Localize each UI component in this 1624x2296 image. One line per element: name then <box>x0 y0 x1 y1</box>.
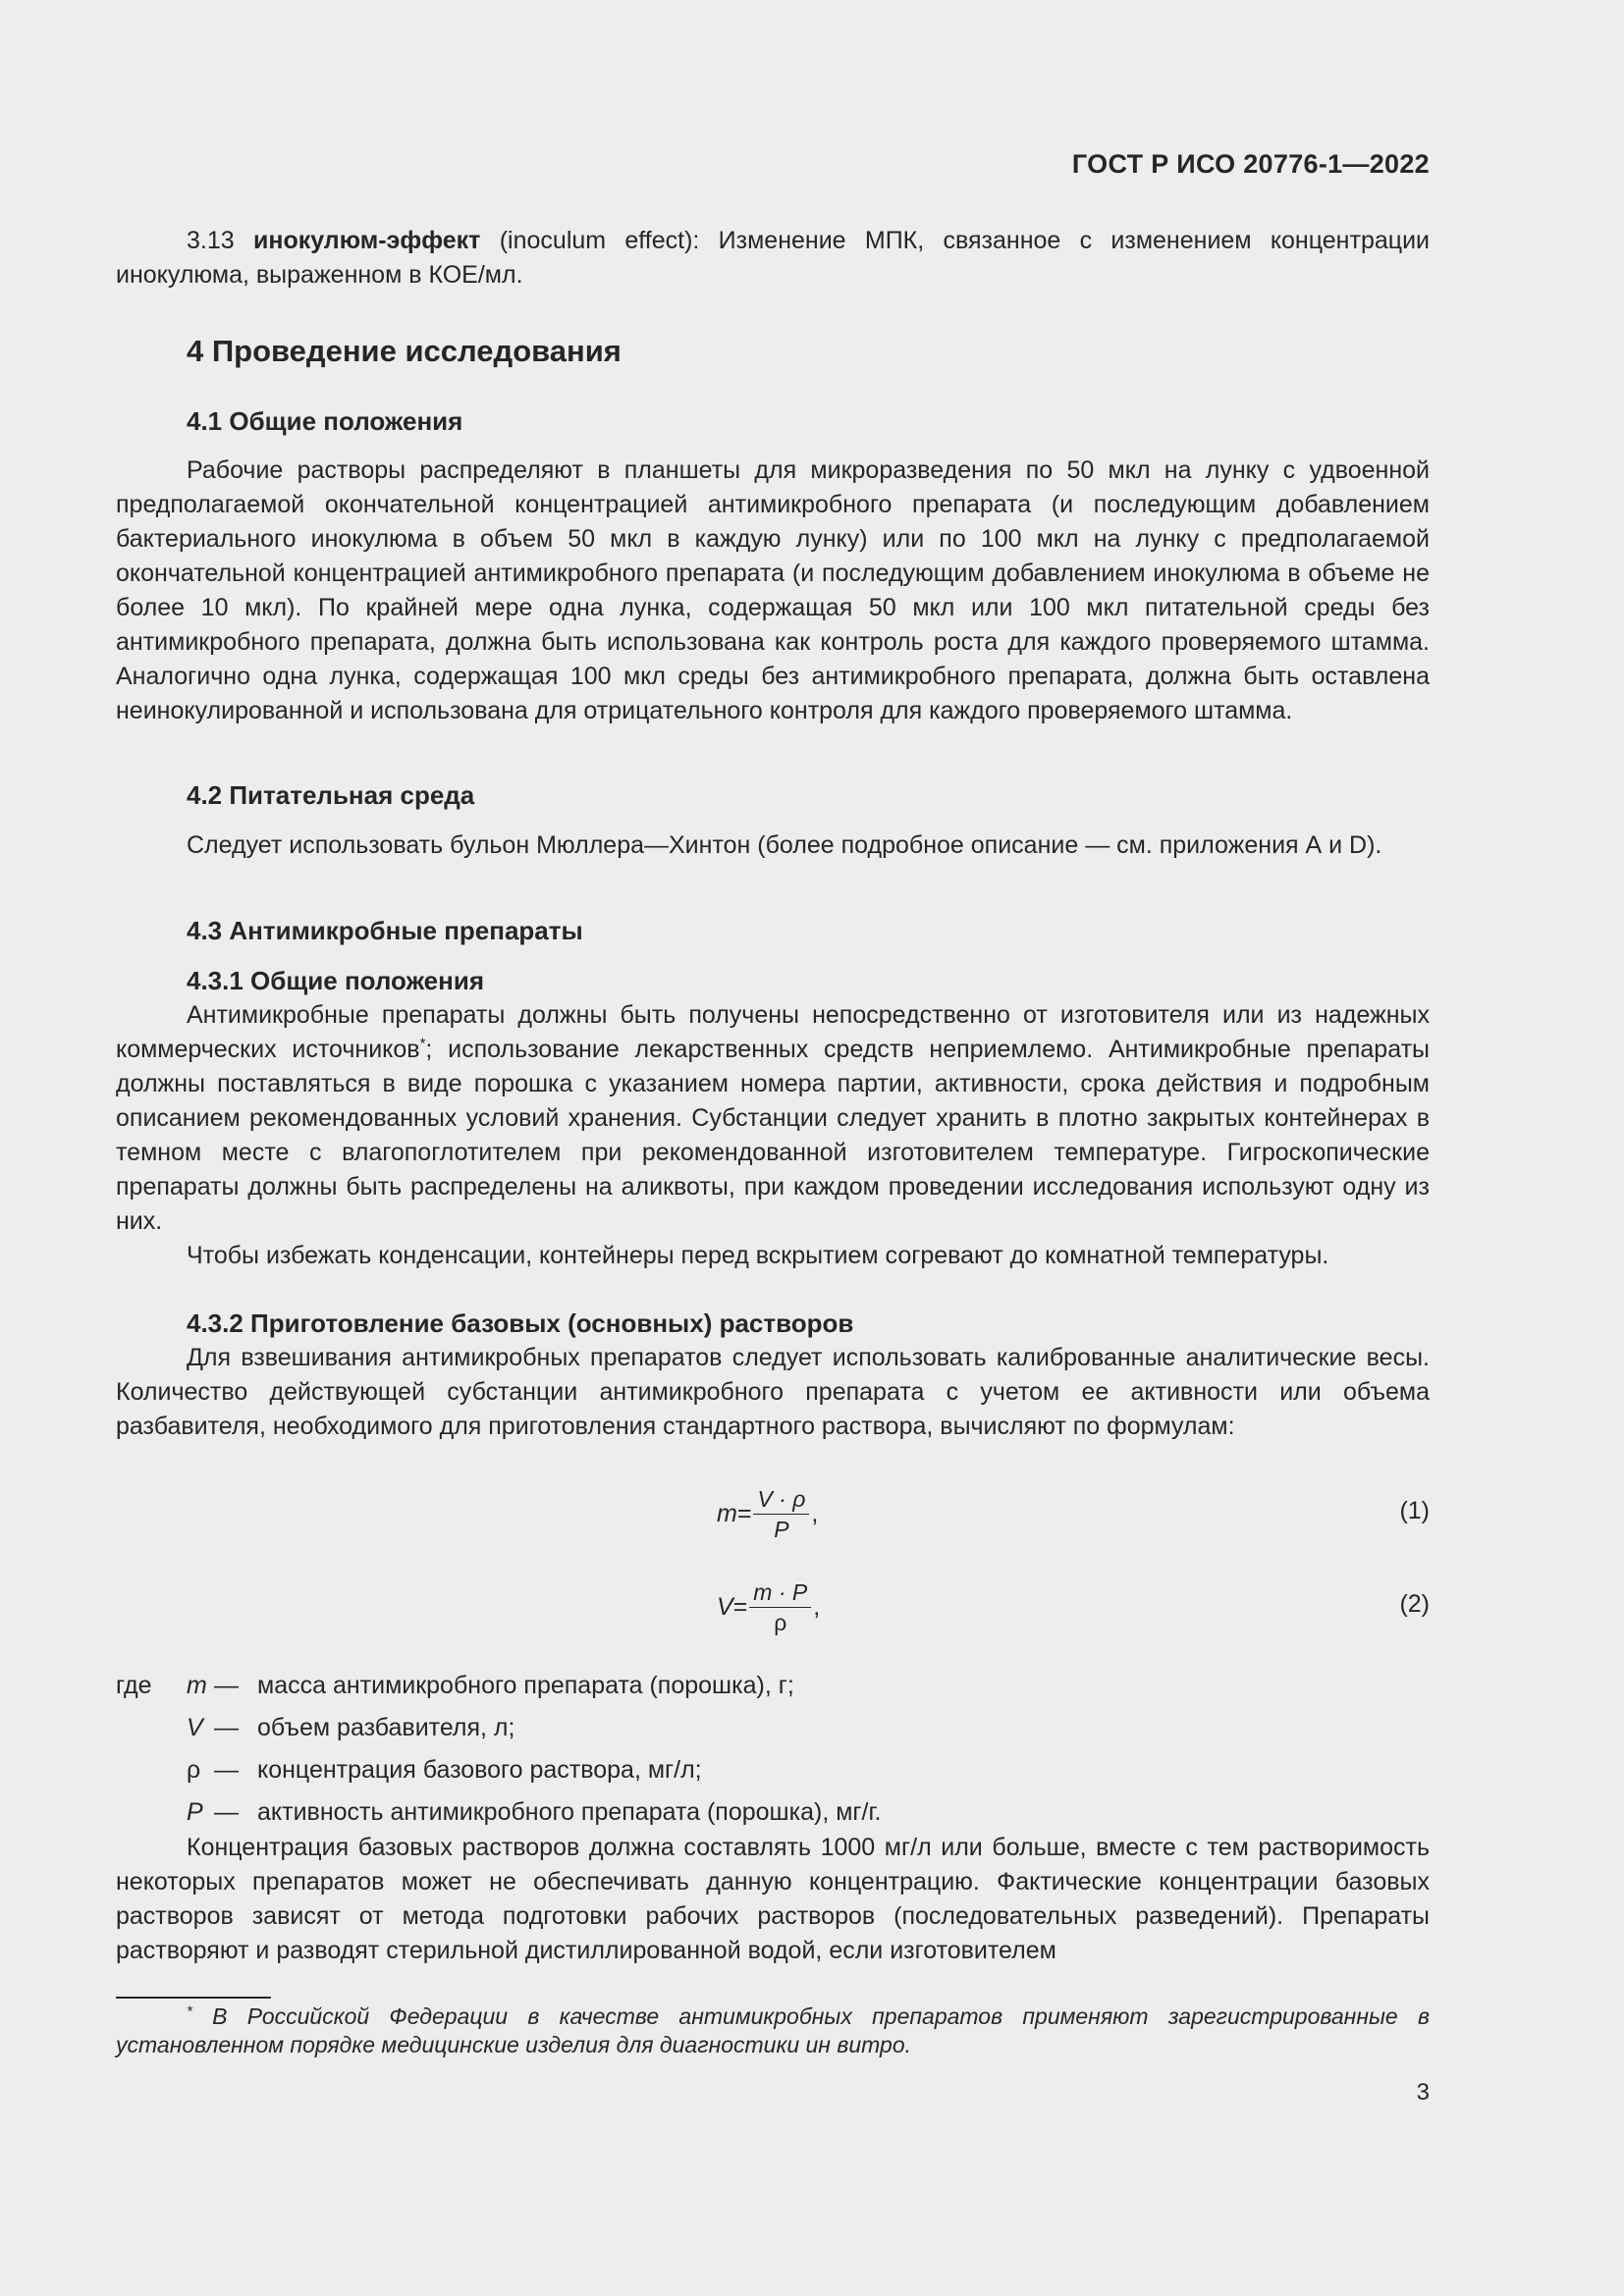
section-4-2-body <box>116 828 1430 863</box>
formula-1-denominator: P <box>774 1516 789 1542</box>
section-4-heading: 4 Проведение исследования <box>187 334 622 368</box>
footnote-mark: * <box>187 2002 192 2020</box>
section-4-1-heading: 4.1 Общие положения <box>187 406 463 436</box>
formula-2-comma: , <box>813 1592 821 1621</box>
variable-symbol: V <box>187 1714 203 1741</box>
variable-description: концентрация базового раствора, мг/л; <box>257 1756 702 1784</box>
variable-row <box>116 1669 1430 1711</box>
variable-definitions <box>116 1669 1430 1838</box>
formula-2-number: (2) <box>1399 1590 1430 1618</box>
section-4-2-text: Следует использовать бульон Мюллера—Хинтон (более подробное описание — см. приложения А и D). <box>187 831 1382 859</box>
formula-1-fraction <box>753 1484 809 1544</box>
section-4-3-1-paragraph-1 <box>116 998 1430 1239</box>
section-4-3-1-p1-start: Антимикробные препараты должны быть получены непосредственно от изготовителя или из надежных коммерческих источников <box>116 1001 1430 1063</box>
section-4-3-2-paragraph-1: Для взвешивания антимикробных препаратов следует использовать калиброванные аналитические весы. Количество действующей субстанции антимикробного препарата с учетом ее активности или объема разбавителя, необходимого для приготовления стандартного раствора, вычисляют по формулам: <box>116 1344 1430 1440</box>
variable-row <box>116 1711 1430 1753</box>
section-4-3-2-body-continued <box>116 1831 1430 1968</box>
footnote-text: В Российской Федерации в качестве антимикробных препаратов применяют зарегистрированные в установленном порядке медицинские изделия для диагностики ин витро. <box>116 2003 1430 2057</box>
section-4-3-1-paragraph-2: Чтобы избежать конденсации, контейнеры перед вскрытием согревают до комнатной температуры. <box>187 1242 1329 1269</box>
formula-1-comma: , <box>811 1499 819 1527</box>
formula-1-lhs: m <box>717 1499 737 1527</box>
formula-2-denominator: ρ <box>774 1609 787 1635</box>
section-3-13-number: 3.13 <box>187 227 235 254</box>
formula-2-equals: = <box>732 1592 748 1621</box>
document-code-header: ГОСТ Р ИСО 20776-1—2022 <box>1071 149 1430 179</box>
footnote <box>116 2002 1430 2059</box>
section-4-1-text: Рабочие растворы распределяют в планшеты для микроразведения по 50 мкл на лунку с удвоенной предполагаемой окончательной концентрацией антимикробного препарата (и последующим добавлением бактериального инокулюма в объем 50 мкл в каждую лунку) или по 100 мкл на лунку с предполагаемой окончательной концентрацией антимикробного препарата (и последующим добавлением инокулюма в объеме не более 10 мкл). По крайней мере одна лунка, содержащая 50 мкл или 100 мкл питательной среды без антимикробного препарата, должна быть использована как контроль роста для каждого проверяемого штамма. Аналогично одна лунка, содержащая 100 мкл среды без антимикробного препарата, должна быть оставлена неинокулированной и использована для отрицательного контроля для каждого проверяемого штамма. <box>116 456 1430 724</box>
variable-dash: — <box>214 1798 239 1826</box>
section-3-13 <box>116 224 1430 293</box>
variable-dash: — <box>214 1714 239 1741</box>
section-4-3-2-body <box>116 1341 1430 1444</box>
footnote-reference: * <box>419 1035 426 1052</box>
formula-1-numerator: V · ρ <box>753 1484 809 1515</box>
variable-symbol: ρ <box>187 1756 201 1784</box>
section-4-3-2-paragraph-2: Концентрация базовых растворов должна составлять 1000 мг/л или больше, вместе с тем растворимость некоторых препаратов может не обеспечивать данную концентрацию. Фактические концентрации базовых растворов зависят от метода подготовки рабочих растворов (последовательных разведений). Препараты растворяют и разводят стерильной дистиллированной водой, если изготовителем <box>116 1834 1430 1964</box>
section-4-3-1-heading: 4.3.1 Общие положения <box>187 966 484 995</box>
variable-symbol: m <box>187 1672 207 1699</box>
section-4-3-2-heading: 4.3.2 Приготовление базовых (основных) растворов <box>187 1308 854 1338</box>
variable-row <box>116 1753 1430 1795</box>
section-4-3-heading: 4.3 Антимикробные препараты <box>187 916 583 945</box>
formula-1 <box>116 1474 1430 1553</box>
formula-1-number: (1) <box>1399 1497 1430 1524</box>
variable-dash: — <box>214 1672 239 1699</box>
formula-2-numerator: m · P <box>749 1577 811 1608</box>
where-label: где <box>116 1672 152 1699</box>
variable-description: объем разбавителя, л; <box>257 1714 515 1741</box>
footnote-divider <box>116 1997 271 1999</box>
page-number: 3 <box>1416 2079 1430 2106</box>
section-4-1-body <box>116 454 1430 728</box>
section-4-3-1-p1-end: ; использование лекарственных средств неприемлемо. Антимикробные препараты должны поставляться в виде порошка с указанием номера партии, активности, срока действия и подробным описанием рекомендованных условий хранения. Субстанции следует хранить в плотно закрытых контейнерах в темном месте с влагопоглотителем при рекомендованной изготовителем температуре. Гигроскопические препараты должны быть распределены на аликвоты, при каждом проведении исследования используют одну из них. <box>116 1036 1430 1235</box>
formula-2-lhs: V <box>717 1592 733 1621</box>
formula-2 <box>116 1568 1430 1646</box>
section-3-13-term: инокулюм-эффект <box>252 227 481 254</box>
variable-symbol: P <box>187 1798 203 1826</box>
variable-dash: — <box>214 1756 239 1784</box>
section-3-13-text <box>116 224 1430 293</box>
section-4-2-heading: 4.2 Питательная среда <box>187 780 475 810</box>
section-3-13-definition: (inoculum effect): Изменение МПК, связанное с изменением концентрации инокулюма, выраженном в КОЕ/мл. <box>116 227 1430 289</box>
variable-description: активность антимикробного препарата (порошка), мг/г. <box>257 1798 882 1826</box>
variable-description: масса антимикробного препарата (порошка), г; <box>257 1672 794 1699</box>
formula-1-equals: = <box>736 1499 752 1527</box>
section-4-3-1-body <box>116 998 1430 1273</box>
formula-2-fraction <box>749 1577 811 1637</box>
